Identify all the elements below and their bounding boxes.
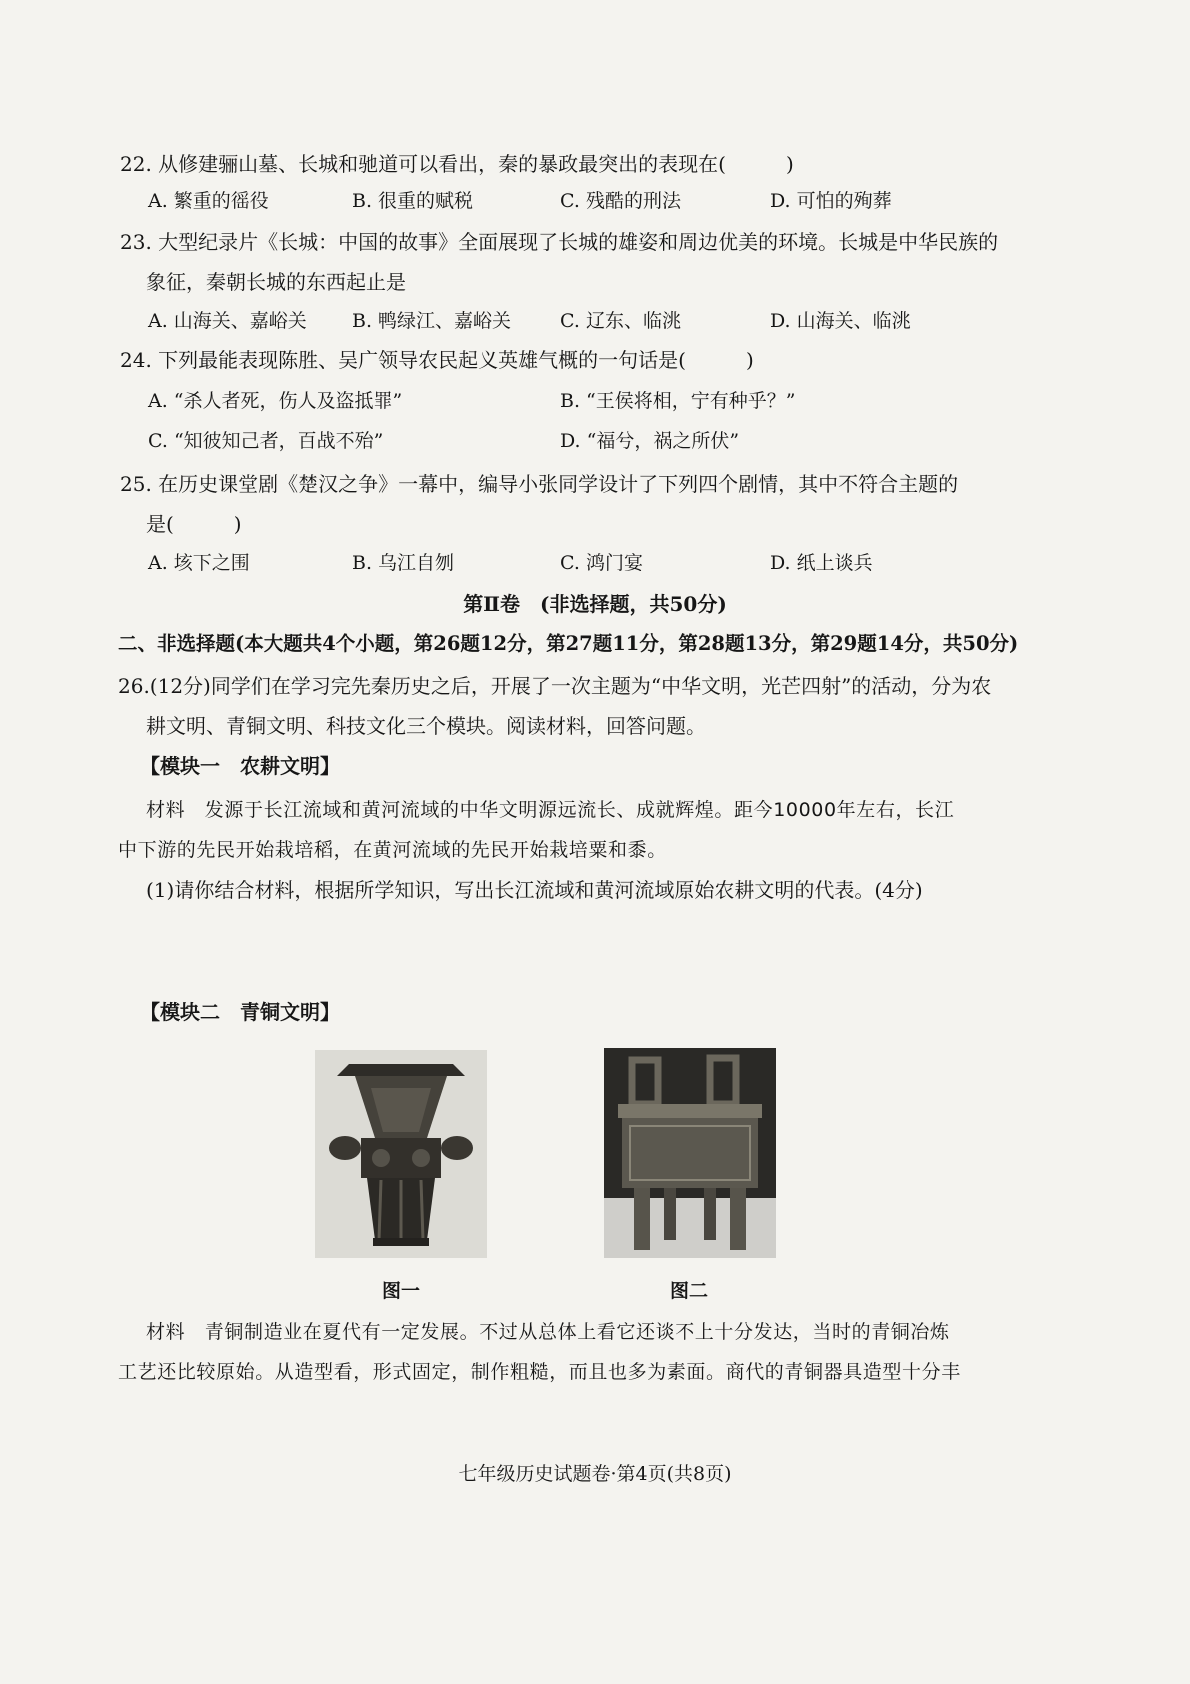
question-24-option-a: A. “杀人者死，伤人及盗抵罪”: [148, 390, 403, 412]
bronze-ding-illustration: [604, 1048, 776, 1258]
question-22-option-c: C. 残酷的刑法: [560, 190, 681, 212]
question-25-option-a: A. 垓下之围: [148, 552, 250, 574]
module-1-title: 【模块一 农耕文明】: [140, 754, 340, 778]
question-23-option-d: D. 山海关、临洮: [770, 310, 911, 332]
question-22-stem: 22. 从修建骊山墓、长城和驰道可以看出，秦的暴政最突出的表现在( ): [120, 152, 794, 176]
question-25-option-d: D. 纸上谈兵: [770, 552, 873, 574]
question-23-stem-line1: 23. 大型纪录片《长城：中国的故事》全面展现了长城的雄姿和周边优美的环境。长城是中华民族的: [120, 230, 999, 254]
question-25-stem-line1: 25. 在历史课堂剧《楚汉之争》一幕中，编导小张同学设计了下列四个剧情，其中不符合主题的: [120, 472, 959, 496]
question-24-stem: 24. 下列最能表现陈胜、吴广领导农民起义英雄气概的一句话是( ): [120, 348, 754, 372]
question-22-option-b: B. 很重的赋税: [352, 190, 474, 212]
question-25-option-b: B. 乌江自刎: [352, 552, 455, 574]
module-2-material-line2: 工艺还比较原始。从造型看，形式固定，制作粗糙，而且也多为素面。商代的青铜器具造型十分丰: [118, 1361, 961, 1383]
question-25-stem-line2: 是( ): [146, 512, 242, 536]
question-23-option-a: A. 山海关、嘉峪关: [148, 310, 307, 332]
question-24-option-c: C. “知彼知己者，百战不殆”: [148, 430, 384, 452]
question-23-stem-line2: 象征，秦朝长城的东西起止是: [146, 270, 406, 294]
module-1-material-line1: 材料 发源于长江流域和黄河流域的中华文明源远流长、成就辉煌。距今10000年左右，长江: [146, 799, 955, 821]
question-24-option-d: D. “福兮，祸之所伏”: [560, 430, 740, 452]
question-23-option-c: C. 辽东、临洮: [560, 310, 681, 332]
bronze-zun-illustration: [315, 1050, 487, 1258]
section-2-title: 第Ⅱ卷 (非选择题，共50分): [463, 592, 727, 616]
question-25-option-c: C. 鸿门宴: [560, 552, 643, 574]
question-26-intro-line2: 耕文明、青铜文明、科技文化三个模块。阅读材料，回答问题。: [146, 714, 706, 738]
module-2-material-line1: 材料 青铜制造业在夏代有一定发展。不过从总体上看它还谈不上十分发达，当时的青铜冶炼: [146, 1321, 950, 1343]
question-23-option-b: B. 鸭绿江、嘉峪关: [352, 310, 512, 332]
figure-2-bronze-ding-image: [604, 1048, 776, 1258]
question-24-option-b: B. “王侯将相，宁有种乎？”: [560, 390, 796, 412]
question-22-option-a: A. 繁重的徭役: [148, 190, 269, 212]
question-26-sub-1: (1)请你结合材料，根据所学知识，写出长江流域和黄河流域原始农耕文明的代表。(4分): [146, 878, 923, 902]
question-22-option-d: D. 可怕的殉葬: [770, 190, 892, 212]
figure-2-caption: 图二: [670, 1280, 709, 1302]
module-2-title: 【模块二 青铜文明】: [140, 1000, 340, 1024]
module-1-material-line2: 中下游的先民开始栽培稻，在黄河流域的先民开始栽培粟和黍。: [118, 839, 667, 861]
figure-1-bronze-zun-image: [315, 1050, 487, 1258]
figure-1-caption: 图一: [382, 1280, 421, 1302]
section-2-header: 二、非选择题(本大题共4个小题，第26题12分，第27题11分，第28题13分，第29题14分，共50分): [118, 632, 1019, 655]
page-footer: 七年级历史试题卷·第4页(共8页): [458, 1463, 732, 1485]
question-26-intro-line1: 26.(12分)同学们在学习完先秦历史之后，开展了一次主题为“中华文明，光芒四射”的活动，分为农: [118, 674, 992, 698]
